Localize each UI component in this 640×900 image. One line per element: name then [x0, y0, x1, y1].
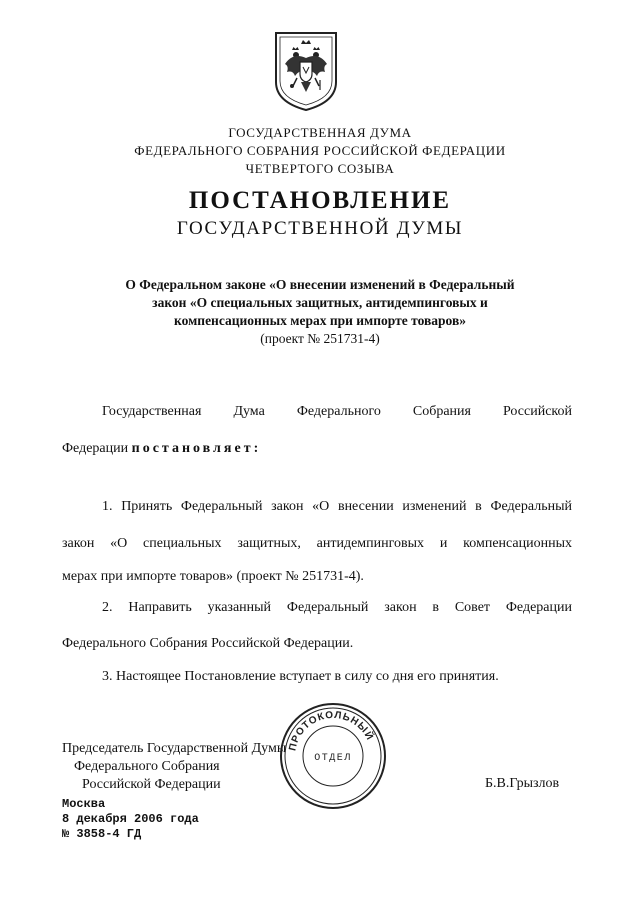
item-1-line-3: мерах при импорте товаров» (проект № 251731-4). [62, 569, 364, 584]
preamble-normal-text: Федерации [62, 441, 132, 456]
footer-date: 8 декабря 2006 года [62, 812, 199, 826]
subject-block [100, 276, 540, 348]
document-title [0, 186, 640, 242]
preamble [62, 402, 572, 459]
signatory-line-1: Председатель Государственной Думы [62, 741, 287, 756]
title-sub: ГОСУДАРСТВЕННОЙ ДУМЫ [176, 218, 464, 239]
footer-number: № 3858-4 ГД [62, 827, 142, 841]
stamp-ring-text: ПРОТОКОЛЬНЫЙ [287, 709, 376, 752]
preamble-line-1: Государственная Дума Федерального Собрания Российской [102, 404, 572, 419]
project-number: (проект № 251731-4) [260, 331, 380, 346]
signatory-title [62, 740, 286, 794]
item-2-line-2: Федерального Собрания Российской Федерации. [62, 636, 354, 651]
item-3: 3. Настоящее Постановление вступает в силу со дня его принятия. [102, 669, 499, 684]
header-line-1: ГОСУДАРСТВЕННАЯ ДУМА [228, 125, 412, 140]
preamble-decree-word: постановляет: [131, 441, 262, 456]
signatory-line-3: Российской Федерации [82, 777, 221, 792]
item-2 [62, 598, 572, 654]
subject-line-1: О Федеральном законе «О внесении изменений в Федеральный [125, 277, 515, 292]
footer-city: Москва [62, 797, 106, 811]
subject-line-2: закон «О специальных защитных, антидемпинговых и [152, 295, 488, 310]
preamble-line-2 [62, 439, 572, 459]
signatory-line-2: Федерального Собрания [74, 759, 220, 774]
coat-of-arms-emblem [273, 30, 339, 112]
stamp-center-text: ОТДЕЛ [314, 753, 352, 764]
issuer-header [0, 124, 640, 178]
item-2-line-1: 2. Направить указанный Федеральный закон в Совет Федерации [102, 600, 572, 615]
item-1-line-1: 1. Принять Федеральный закон «О внесении изменений в Федеральный [102, 499, 572, 514]
round-stamp [277, 700, 389, 812]
document-footer [62, 797, 199, 842]
title-main: ПОСТАНОВЛЕНИЕ [188, 187, 452, 214]
item-1-line-2: закон «О специальных защитных, антидемпинговых и компенсационных [62, 536, 572, 551]
header-line-3: ЧЕТВЕРТОГО СОЗЫВА [245, 161, 395, 176]
subject-line-3: компенсационных мерах при импорте товаров» [174, 313, 466, 328]
header-line-2: ФЕДЕРАЛЬНОГО СОБРАНИЯ РОССИЙСКОЙ ФЕДЕРАЦИИ [134, 143, 506, 158]
item-1 [62, 497, 572, 587]
signatory-name: Б.В.Грызлов [485, 776, 560, 791]
